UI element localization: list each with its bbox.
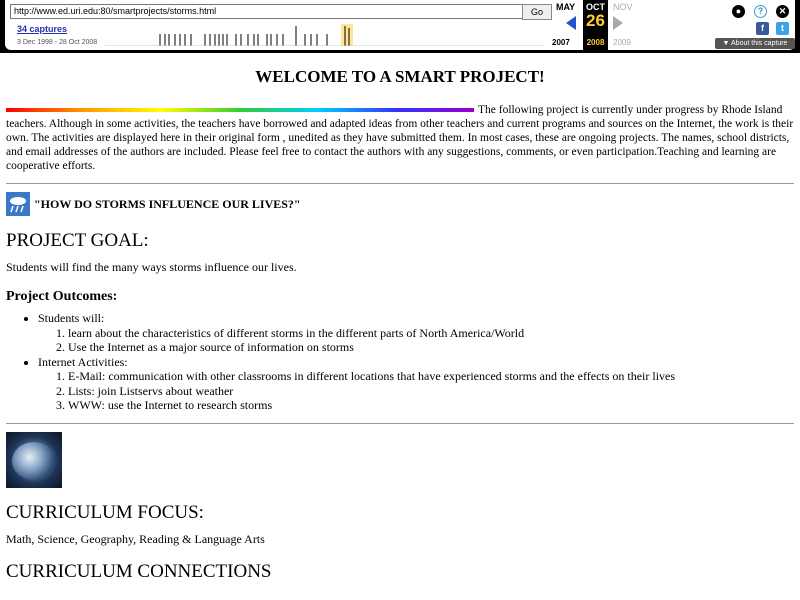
storms-heading xyxy=(6,192,794,216)
list-item: 3. WWW: use the Internet to research storms xyxy=(68,398,794,413)
help-icon[interactable]: ? xyxy=(754,5,767,18)
list-item: 1. E-Mail: communication with other classrooms in different locations that have experienced storms and the effects on their lives xyxy=(68,369,794,384)
outcome-sublist xyxy=(38,369,794,413)
prev-year-label[interactable]: 2007 xyxy=(552,38,570,47)
capture-sparkline[interactable] xyxy=(105,24,545,46)
account-icon[interactable]: ● xyxy=(732,5,745,18)
storm-cloud-icon xyxy=(6,192,30,216)
next-capture-arrow-icon[interactable] xyxy=(613,16,623,30)
intro-paragraph xyxy=(6,103,794,173)
curriculum-heading: CURRICULUM FOCUS: xyxy=(6,501,204,523)
current-day-label: 26 xyxy=(586,11,605,30)
outcomes-heading: Project Outcomes: xyxy=(6,289,118,304)
rainbow-divider xyxy=(6,108,474,112)
curriculum-text: Math, Science, Geography, Reading & Language Arts xyxy=(6,531,265,546)
captures-link[interactable]: 34 captures xyxy=(17,24,68,34)
go-button[interactable]: Go xyxy=(522,4,552,20)
outcome-group-label: Internet Activities: xyxy=(38,354,128,369)
prev-capture-arrow-icon[interactable] xyxy=(566,16,576,30)
twitter-icon[interactable]: t xyxy=(776,22,789,35)
divider xyxy=(6,423,794,424)
list-item: 2. Lists: join Listservs about weather xyxy=(68,384,794,399)
list-item xyxy=(38,311,794,355)
list-item xyxy=(38,355,794,413)
divider xyxy=(6,183,794,184)
outcomes-list xyxy=(6,311,794,413)
close-icon[interactable]: ✕ xyxy=(776,5,789,18)
list-item: 2. Use the Internet as a major source of information on storms xyxy=(68,340,794,355)
connections-heading: CURRICULUM CONNECTIONS xyxy=(6,560,272,582)
intro-text: The following project is currently under progress by Rhode Island teachers. Although in some activities, the teachers have borrowed and adapted ideas from other teachers and current programs and sources on the Internet, the work is their own. The activities are displayed here in their original form , unedited as they have submitted them. In most cases, these are ongoing projects. The names, school districts, and email addresses of the authors are included. Please feel free to contact the authors with any suggestions, comments, or even participation.Teaching and learning are cooperative efforts. xyxy=(6,104,794,172)
outcome-group-label: Students will: xyxy=(38,311,105,325)
about-capture-button[interactable]: ▼ About this capture xyxy=(715,38,795,49)
wayback-toolbar-panel xyxy=(5,0,795,50)
prev-month-label[interactable]: MAY xyxy=(556,2,576,12)
goal-text: Students will find the many ways storms influence our lives. xyxy=(6,260,297,274)
outcome-sublist xyxy=(38,326,794,355)
globe-icon xyxy=(6,432,62,488)
page-title: WELCOME TO A SMART PROJECT! xyxy=(255,67,545,86)
list-item: 1. learn about the characteristics of different storms in the different parts of North America/World xyxy=(68,326,794,341)
capture-range: 3 Dec 1998 - 28 Oct 2008 xyxy=(17,39,98,46)
storms-heading-text: "HOW DO STORMS INFLUENCE OUR LIVES?" xyxy=(34,196,301,211)
goal-heading: PROJECT GOAL: xyxy=(6,230,149,251)
wayback-url-input[interactable]: http://www.ed.uri.edu:80/smartprojects/storms.html xyxy=(10,4,524,19)
current-capture xyxy=(583,0,608,50)
next-year-label[interactable]: 2009 xyxy=(613,38,631,47)
current-month-label: OCT xyxy=(586,2,605,12)
page-content xyxy=(6,53,794,591)
facebook-icon[interactable]: f xyxy=(756,22,769,35)
current-year-label: 2008 xyxy=(586,38,605,47)
wayback-toolbar xyxy=(0,0,800,53)
next-month-label[interactable]: NOV xyxy=(613,2,633,12)
